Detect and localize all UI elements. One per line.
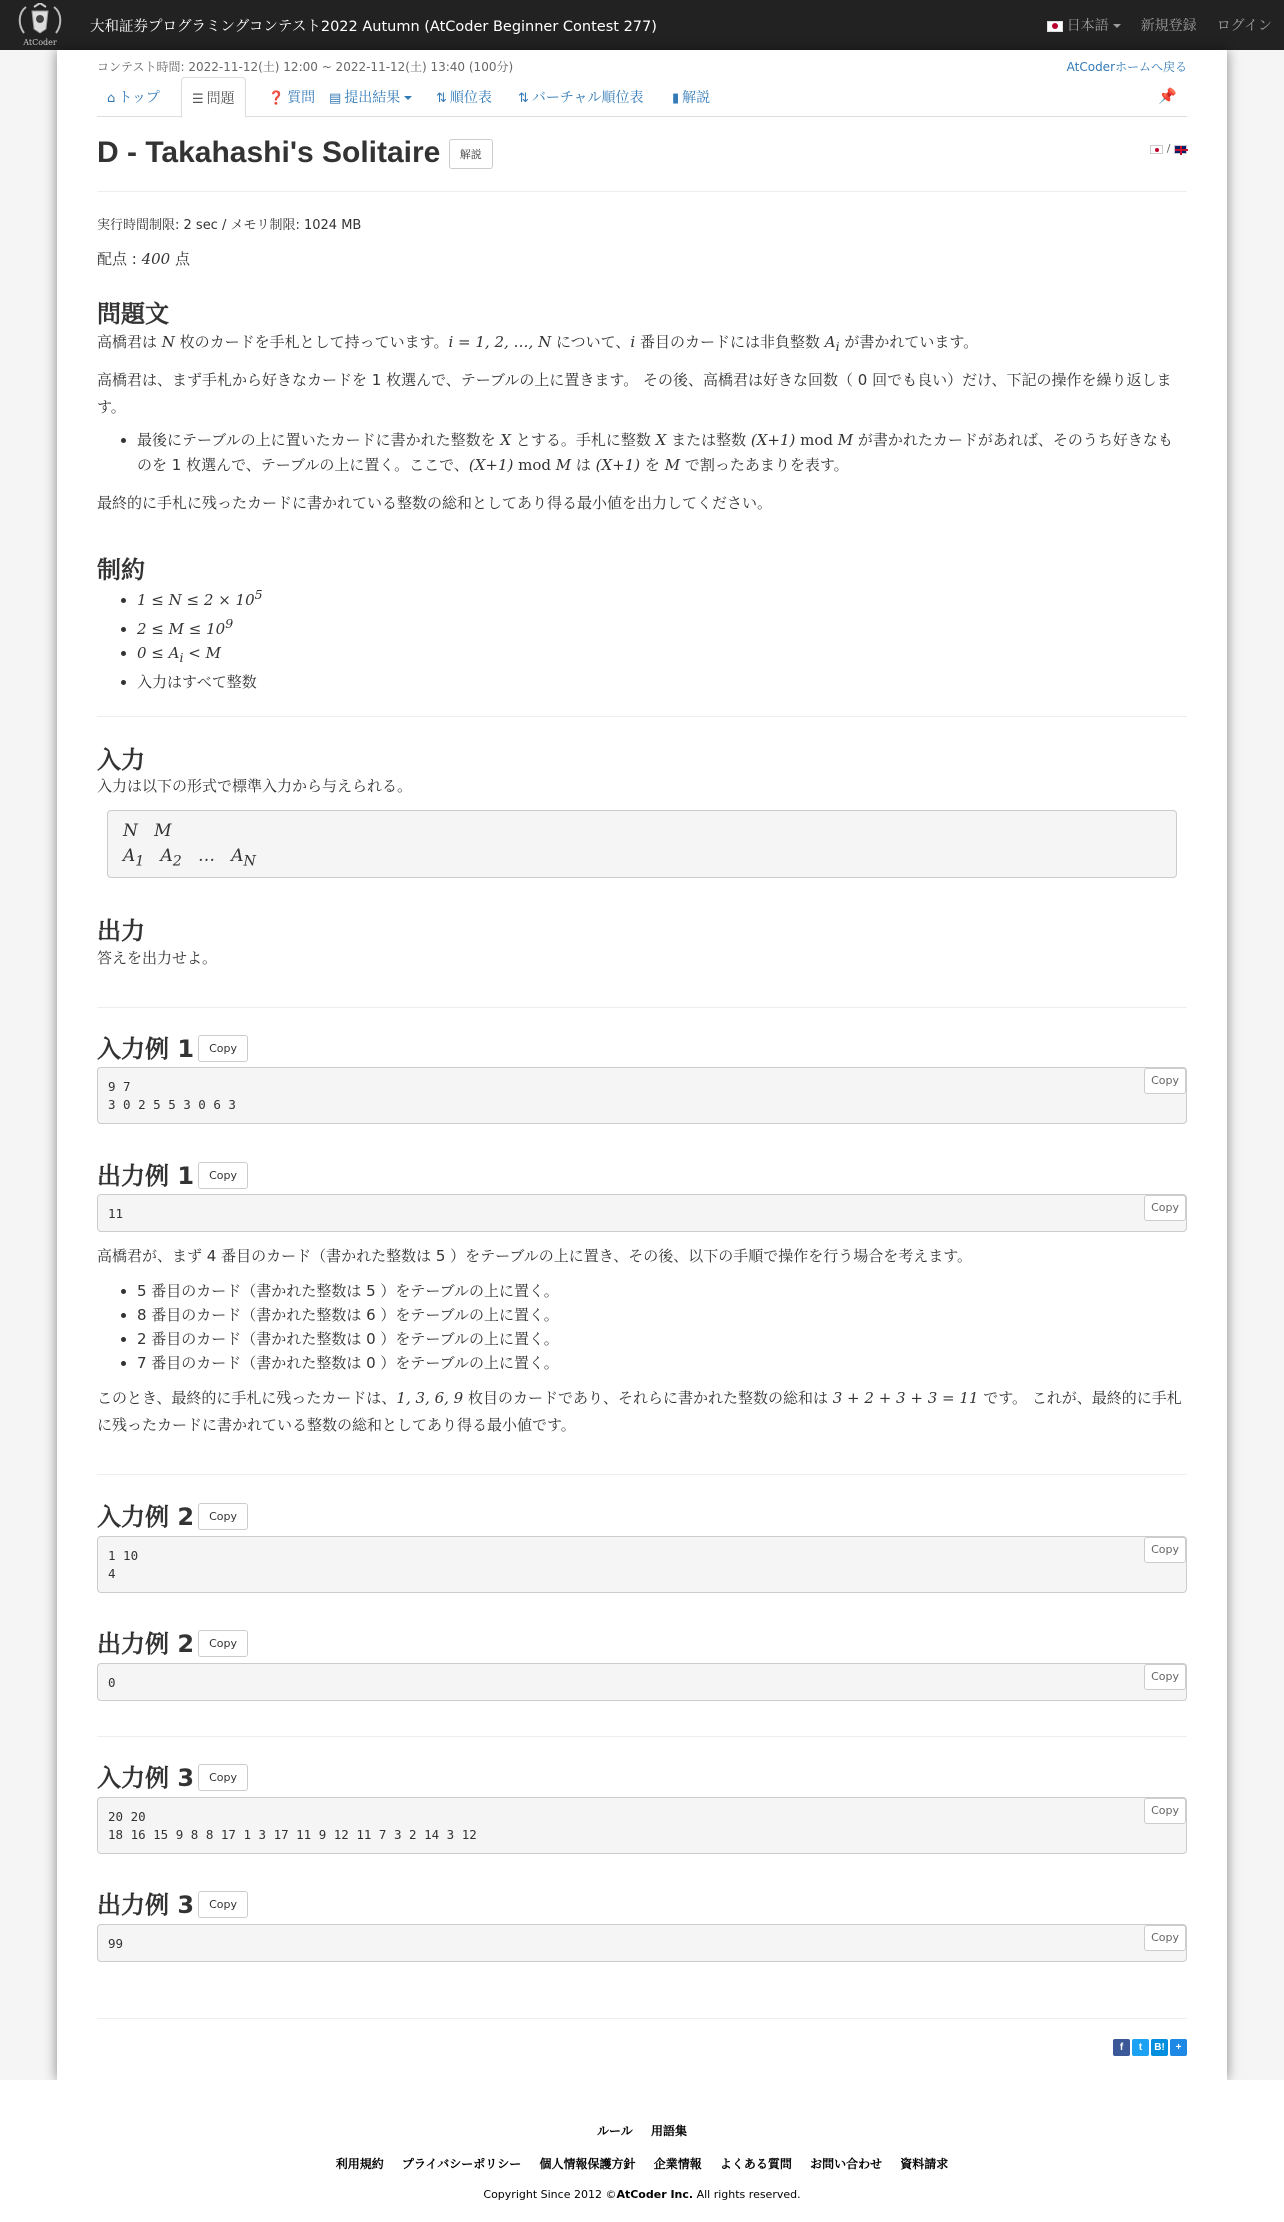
list-icon: ☰ (192, 92, 204, 107)
hatena-share-icon[interactable]: B! (1151, 2039, 1168, 2056)
caret-down-icon (1113, 24, 1121, 28)
footer-link-privacy[interactable]: プライバシーポリシー (401, 2157, 522, 2171)
copy-button[interactable]: Copy (198, 1503, 248, 1530)
problem-title-text: D - Takahashi's Solitaire (97, 136, 441, 169)
tab-label: 質問 (287, 90, 316, 106)
uk-flag-icon[interactable] (1174, 145, 1187, 154)
input-format (107, 810, 1177, 878)
sample-input-1-heading (97, 1029, 248, 1064)
footer-link-company[interactable]: 企業情報 (653, 2157, 702, 2171)
heading-text: 入力例 2 (97, 1503, 195, 1531)
operation-list (97, 428, 1187, 478)
copy-button[interactable]: Copy (1144, 1537, 1186, 1563)
divider (97, 1474, 1187, 1475)
copyright-company: AtCoder Inc. (616, 2188, 694, 2201)
score-label: 配点 : (97, 250, 142, 268)
contest-time: コンテスト時間: 2022-11-12(土) 12:00 ~ 2022-11-12(土) 13:40 (100分) (97, 60, 514, 74)
language-label: 日本語 (1066, 18, 1109, 34)
question-icon: ❓ (268, 91, 285, 106)
copy-button[interactable]: Copy (198, 1035, 248, 1062)
copyright (0, 2188, 1284, 2201)
copy-button[interactable]: Copy (1144, 1195, 1186, 1221)
share-buttons (1113, 2039, 1187, 2056)
sample-output-1[interactable] (97, 1194, 1187, 1232)
tab-top[interactable] (97, 77, 170, 117)
sort-icon: ⇅ (436, 91, 447, 106)
copy-button[interactable]: Copy (1144, 1664, 1186, 1690)
explanation-intro: 高橋君が、まず 4 番目のカード（書かれた整数は 5 ）をテーブルの上に置き、その後、以下の手順で操作を行う場合を考えます。 (97, 1247, 973, 1265)
output-heading: 出力 (97, 917, 145, 945)
divider (97, 1007, 1187, 1008)
tab-clarifications[interactable] (258, 77, 325, 117)
tab-label: 解説 (682, 90, 711, 106)
problem-title (97, 136, 493, 170)
constraint-item: • $0 \le A_i < M$ (137, 641, 1187, 670)
divider (97, 2018, 1187, 2019)
copy-button[interactable]: Copy (198, 1630, 248, 1657)
footer-link-personal-info[interactable]: 個人情報保護方針 (539, 2157, 636, 2171)
constraints-heading: 制約 (97, 556, 145, 584)
sample-output-3-heading (97, 1885, 248, 1920)
limits: 実行時間制限: 2 sec / メモリ制限: 1024 MB (97, 218, 362, 233)
sample-input-3-heading (97, 1758, 248, 1793)
copy-button[interactable]: Copy (198, 1891, 248, 1918)
copy-button[interactable]: Copy (198, 1162, 248, 1189)
tab-submissions[interactable] (319, 77, 422, 117)
divider (97, 191, 1187, 192)
sample-text: 11 (108, 1206, 124, 1221)
operation-item: • 最後にテーブルの上に置いたカードに書かれた整数を X とする。手札に整数 X または整数 (X+1) mod M が書かれたカードがあれば、そのうち好きなものを 1 枚選んで、テーブルの上に置く。ここで、(X+1) mod M は (X+1) を M で割ったあまりを表す。 (137, 428, 1187, 478)
language-dropdown[interactable] (1047, 15, 1121, 35)
statement-p3: 最終的に手札に残ったカードに書かれている整数の総和としてあり得る最小値を出力してください。 (97, 494, 773, 512)
copy-button[interactable]: Copy (1144, 1068, 1186, 1094)
sample-input-2-heading (97, 1497, 248, 1532)
step-item: • 7 番目のカード（書かれた整数は 0 ）をテーブルの上に置く。 (137, 1351, 1187, 1375)
step-item: • 2 番目のカード（書かれた整数は 0 ）をテーブルの上に置く。 (137, 1327, 1187, 1351)
copy-button[interactable]: Copy (1144, 1925, 1186, 1951)
copy-button[interactable]: Copy (198, 1764, 248, 1791)
copyright-prefix: Copyright Since 2012 © (483, 2188, 617, 2201)
tab-label: 問題 (206, 91, 235, 107)
statement-p1: 高橋君は N 枚のカードを手札として持っています。i = 1, 2, …, N について、i 番目のカードには非負整数 $A_i$ が書かれています。 (97, 333, 979, 354)
constraint-item: • $1 \le N \le 2 \times 10^5$ (137, 583, 1187, 612)
footer-link-glossary[interactable]: 用語集 (650, 2124, 687, 2138)
login-link[interactable]: ログイン (1216, 18, 1272, 34)
score (97, 246, 1187, 273)
tab-label: 提出結果 (344, 90, 401, 106)
tab-editorial[interactable] (662, 77, 720, 117)
statement-p2: 高橋君は、まず手札から好きなカードを 1 枚選んで、テーブルの上に置きます。 その後、高橋君は好きな回数（ 0 回でも良い）だけ、下記の操作を繰り返します。 (97, 371, 1172, 416)
logo-text: AtCoder (23, 38, 57, 47)
divider (97, 1736, 1187, 1737)
contest-title-link[interactable]: 大和証券プログラミングコンテスト2022 Autumn (AtCoder Beginner Contest 277) (90, 19, 657, 35)
home-icon: ⌂ (107, 91, 116, 106)
footer-link-rules[interactable]: ルール (597, 2124, 633, 2138)
japan-flag-icon (1047, 21, 1063, 32)
constraint-item: • $2 \le M \le 10^9$ (137, 612, 1187, 641)
constraints-list (97, 583, 1187, 694)
footer-link-contact[interactable]: お問い合わせ (810, 2157, 883, 2171)
heading-text: 出力例 3 (97, 1891, 195, 1919)
pin-icon[interactable]: 📌 (1158, 87, 1177, 105)
step-item: • 8 番目のカード（書かれた整数は 6 ）をテーブルの上に置く。 (137, 1303, 1187, 1327)
tab-label: トップ (118, 90, 160, 106)
sample-input-2[interactable] (97, 1536, 1187, 1593)
heading-text: 入力例 3 (97, 1764, 195, 1792)
editorial-button[interactable]: 解説 (449, 139, 493, 169)
footer (0, 2080, 1284, 2222)
tab-label: 順位表 (449, 90, 492, 106)
footer-links-top (0, 2122, 1284, 2139)
input-desc: 入力は以下の形式で標準入力から与えられる。 (97, 777, 413, 795)
tab-standings[interactable] (426, 77, 502, 117)
sample-text: 99 (108, 1936, 124, 1951)
input-heading: 入力 (97, 746, 145, 774)
explanation-end: このとき、最終的に手札に残ったカードは、1, 3, 6, 9 枚目のカードであり、それらに書かれた整数の総和は 3 + 2 + 3 + 3 = 11 です。 これが、最終的に手札に残ったカードに書かれている整数の総和としてあり得る最小値です。 (97, 1389, 1182, 1434)
heading-text: 出力例 1 (97, 1162, 195, 1190)
heading-text: 出力例 2 (97, 1630, 195, 1658)
twitter-share-icon[interactable]: t (1132, 2039, 1149, 2056)
format-line: $A_1$ $A_2$ … $A_N$ (123, 846, 256, 870)
contest-tabs (97, 77, 1187, 117)
statement-heading: 問題文 (97, 300, 169, 328)
sample-text: 0 (108, 1675, 116, 1690)
sort-icon: ⇅ (518, 91, 529, 106)
sample-output-3[interactable] (97, 1924, 1187, 1962)
tab-tasks[interactable] (181, 77, 246, 118)
main-container (57, 50, 1227, 2080)
score-unit: 点 (170, 250, 191, 268)
copyright-suffix: All rights reserved. (693, 2188, 801, 2201)
table-icon: ▤ (329, 91, 342, 106)
step-item: • 5 番目のカード（書かれた整数は 5 ）をテーブルの上に置く。 (137, 1279, 1187, 1303)
output-desc: 答えを出力せよ。 (97, 949, 218, 967)
caret-down-icon (404, 96, 412, 100)
lang-switch: / (1150, 142, 1187, 155)
signup-link[interactable]: 新規登録 (1140, 18, 1197, 34)
tab-label: バーチャル順位表 (531, 90, 644, 106)
footer-link-terms[interactable]: 利用規約 (335, 2157, 384, 2171)
format-line: N M (123, 821, 172, 841)
explanation-steps (97, 1279, 1187, 1375)
sample-text: 9 7 3 0 2 5 5 3 0 6 3 (108, 1079, 236, 1112)
copy-button[interactable]: Copy (1144, 1798, 1186, 1824)
sample-text: 1 10 4 (108, 1548, 139, 1581)
sample-output-1-heading (97, 1156, 248, 1191)
book-icon: ▮ (672, 91, 680, 106)
navbar (0, 0, 1284, 50)
divider (97, 716, 1187, 717)
atcoder-home-link[interactable]: AtCoderホームへ戻る (1066, 60, 1187, 74)
footer-link-faq[interactable]: よくある質問 (719, 2157, 792, 2171)
sample-output-2-heading (97, 1624, 248, 1659)
heading-text: 入力例 1 (97, 1035, 195, 1063)
footer-link-materials[interactable]: 資料請求 (900, 2157, 949, 2171)
footer-links-bottom (0, 2155, 1284, 2172)
score-value: 400 (141, 250, 171, 268)
facebook-share-icon[interactable]: f (1113, 2039, 1130, 2056)
laurel-crest-icon (16, 3, 64, 37)
sample-output-2[interactable] (97, 1663, 1187, 1701)
japan-flag-icon[interactable] (1150, 145, 1163, 154)
sample-input-3[interactable] (97, 1797, 1187, 1854)
constraint-item: • 入力はすべて整数 (137, 670, 1187, 694)
tab-virtual-standings[interactable] (508, 77, 654, 117)
atcoder-logo[interactable] (12, 3, 68, 47)
more-share-icon[interactable]: + (1170, 2039, 1187, 2056)
sample-input-1[interactable] (97, 1067, 1187, 1124)
sample-text: 20 20 18 16 15 9 8 8 17 1 3 17 11 9 12 11 7 3 2 14 3 12 (108, 1809, 477, 1842)
